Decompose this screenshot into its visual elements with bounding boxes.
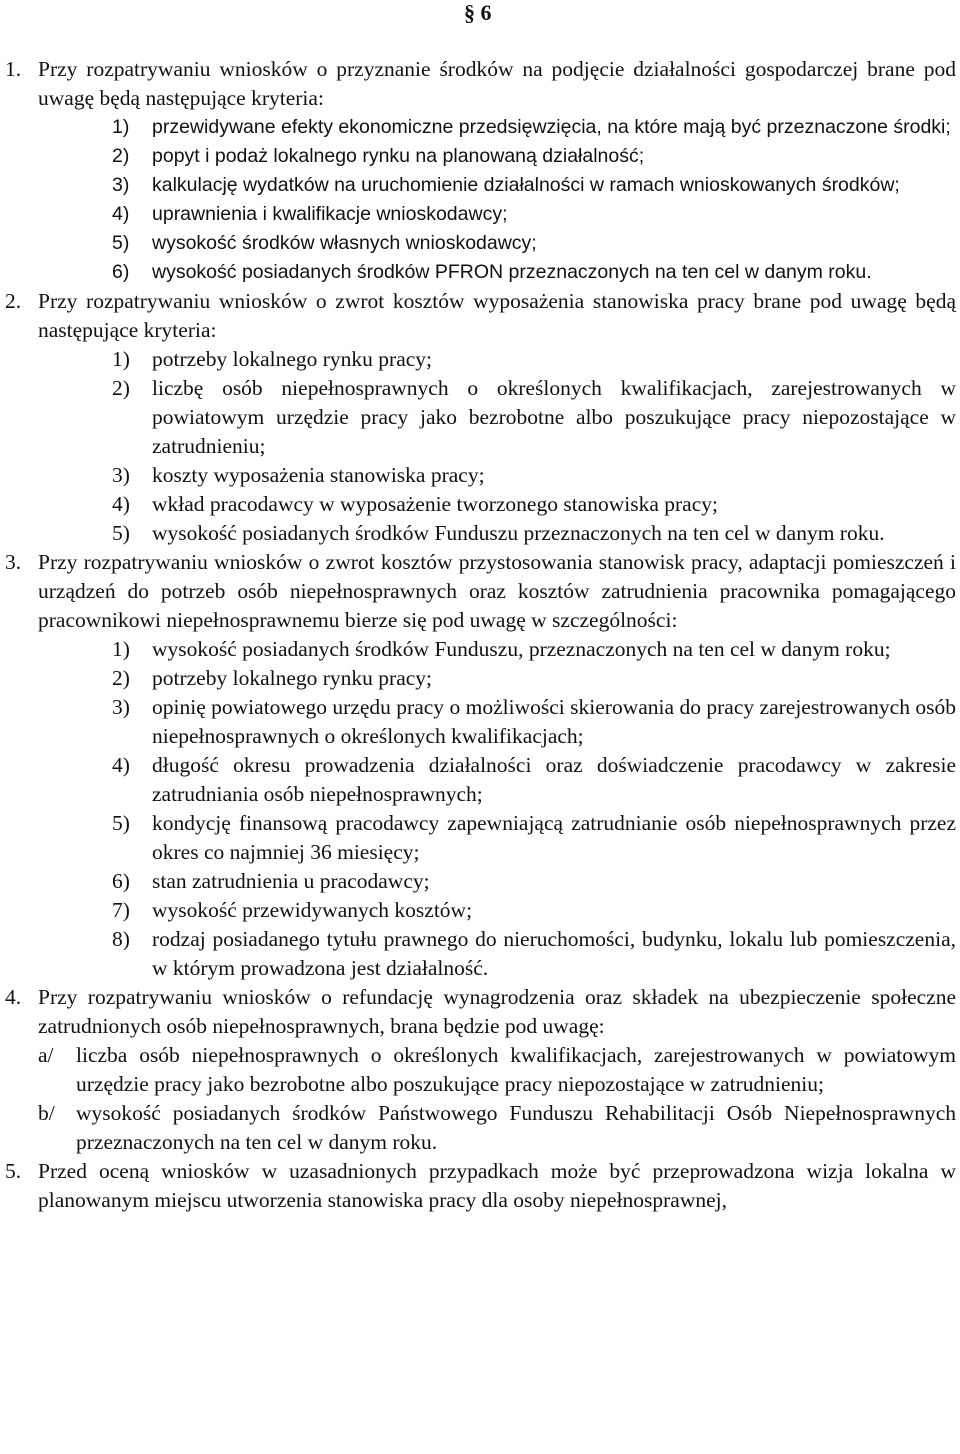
sub-item-text: popyt i podaż lokalnego rynku na planowaną działalność; [152,145,645,167]
sub-item-number: 1) [112,637,130,661]
criteria-sub-item [0,345,956,374]
sub-item-text: przewidywane efekty ekonomiczne przedsięwzięcia, na które mają być przeznaczone środki; [152,116,951,138]
point-intro-text: Przy rozpatrywaniu wniosków o zwrot kosztów przystosowania stanowisk pracy, adaptacji pomieszczeń i urządzeń do potrzeb osób niepełnosprawnych oraz kosztów zatrudnienia pracownika pomagającego pracownikowi niepełnosprawnemu bierze się pod uwagę w szczególności: [38,550,956,632]
sub-item-text: kalkulację wydatków na uruchomienie działalności w ramach wnioskowanych środków; [152,174,900,196]
sub-item-text: wkład pracodawcy w wyposażenie tworzonego stanowiska pracy; [152,492,718,516]
point-intro-text: Przy rozpatrywaniu wniosków o zwrot kosztów wyposażenia stanowiska pracy brane pod uwagę będą następujące kryteria: [38,289,956,342]
sub-item-text: wysokość posiadanych środków Funduszu przeznaczonych na ten cel w danym roku. [152,521,885,545]
sub-item-text: potrzeby lokalnego rynku pracy; [152,347,433,371]
sub-item-number: 4) [112,753,130,777]
point-number: 4. [5,985,22,1009]
criteria-sub-item [0,142,956,171]
point-number: 1. [5,57,22,81]
sub-item-text: opinię powiatowego urzędu pracy o możliwości skierowania do pracy zarejestrowanych osób niepełnosprawnych o określonych kwalifikacjach; [152,695,956,748]
criteria-letter-item [0,1041,956,1099]
point-number: 3. [5,550,22,574]
sub-item-text: koszty wyposażenia stanowiska pracy; [152,463,485,487]
point-intro-text: Przy rozpatrywaniu wniosków o refundację wynagrodzenia oraz składek na ubezpieczenie społeczne zatrudnionych osób niepełnosprawnych, brana będzie pod uwagę: [38,985,956,1038]
criteria-point [0,287,956,548]
criteria-sub-list [38,635,956,983]
sub-item-number: 5) [112,811,130,835]
sub-item-number: 6) [112,869,130,893]
sub-item-number: 4) [112,203,130,225]
sub-item-number: 1) [112,347,130,371]
sub-item-number: 2) [112,666,130,690]
sub-item-text: długość okresu prowadzenia działalności oraz doświadczenie pracodawcy w zakresie zatrudniania osób niepełnosprawnych; [152,753,956,806]
criteria-sub-item [0,925,956,983]
point-number: 5. [5,1159,22,1183]
criteria-sub-item [0,751,956,809]
sub-item-number: 8) [112,927,130,951]
criteria-sub-item [0,809,956,867]
criteria-sub-item [0,200,956,229]
sub-item-number: 3) [112,463,130,487]
point-intro-text: Przed oceną wniosków w uzasadnionych przypadkach może być przeprowadzona wizja lokalna w planowanym miejscu utworzenia stanowiska pracy dla osoby niepełnosprawnej, [38,1159,956,1212]
criteria-sub-item [0,664,956,693]
sub-item-text: wysokość posiadanych środków PFRON przeznaczonych na ten cel w danym roku. [152,261,872,283]
criteria-sub-item [0,896,956,925]
sub-item-number: 4) [112,492,130,516]
sub-item-text: stan zatrudnienia u pracodawcy; [152,869,430,893]
letter-item-text: liczba osób niepełnosprawnych o określonych kwalifikacjach, zarejestrowanych w powiatowym urzędzie pracy jako bezrobotne albo poszukujące pracy niepozostające w zatrudnieniu; [76,1043,956,1096]
sub-item-number: 5) [112,232,130,254]
sub-item-text: potrzeby lokalnego rynku pracy; [152,666,433,690]
sub-item-number: 2) [112,376,130,400]
criteria-sub-list [38,113,956,287]
sub-item-number: 7) [112,898,130,922]
criteria-sub-item [0,635,956,664]
point-number: 2. [5,289,22,313]
criteria-sub-item [0,461,956,490]
sub-item-number: 6) [112,261,130,283]
sub-item-number: 3) [112,174,130,196]
criteria-sub-item [0,867,956,896]
criteria-point [0,1157,956,1215]
criteria-sub-item [0,113,956,142]
sub-item-text: kondycję finansową pracodawcy zapewniającą zatrudnianie osób niepełnosprawnych przez okres co najmniej 36 miesięcy; [152,811,956,864]
sub-item-text: uprawnienia i kwalifikacje wnioskodawcy; [152,203,508,225]
criteria-point [0,983,956,1157]
sub-item-text: liczbę osób niepełnosprawnych o określonych kwalifikacjach, zarejestrowanych w powiatowym urzędzie pracy jako bezrobotne albo poszukujące pracy niepozostające w zatrudnieniu; [152,376,956,458]
criteria-sub-item [0,693,956,751]
section-title: § 6 [464,0,492,25]
criteria-sub-item [0,171,956,200]
criteria-sub-item [0,490,956,519]
criteria-sub-item [0,258,956,287]
criteria-point [0,55,956,287]
sub-item-number: 3) [112,695,130,719]
sub-item-text: wysokość przewidywanych kosztów; [152,898,473,922]
sub-item-text: wysokość posiadanych środków Funduszu, przeznaczonych na ten cel w danym roku; [152,637,891,661]
criteria-letter-item [0,1099,956,1157]
criteria-sub-list [38,345,956,548]
point-intro-text: Przy rozpatrywaniu wniosków o przyznanie środków na podjęcie działalności gospodarczej brane pod uwagę będą następujące kryteria: [38,57,956,110]
sub-item-number: 2) [112,145,130,167]
sub-item-text: wysokość środków własnych wnioskodawcy; [152,232,537,254]
letter-item-marker: a/ [38,1043,54,1067]
criteria-points [0,55,956,1215]
letter-item-text: wysokość posiadanych środków Państwowego Funduszu Rehabilitacji Osób Niepełnosprawnych przeznaczonych na ten cel w danym roku. [76,1101,956,1154]
letter-item-marker: b/ [38,1101,55,1125]
criteria-sub-item [0,374,956,461]
sub-item-number: 5) [112,521,130,545]
sub-item-number: 1) [112,116,130,138]
sub-item-text: rodzaj posiadanego tytułu prawnego do nieruchomości, budynku, lokalu lub pomieszczenia, w którym prowadzona jest działalność. [152,927,956,980]
criteria-sub-item [0,519,956,548]
criteria-point [0,548,956,983]
criteria-sub-item [0,229,956,258]
